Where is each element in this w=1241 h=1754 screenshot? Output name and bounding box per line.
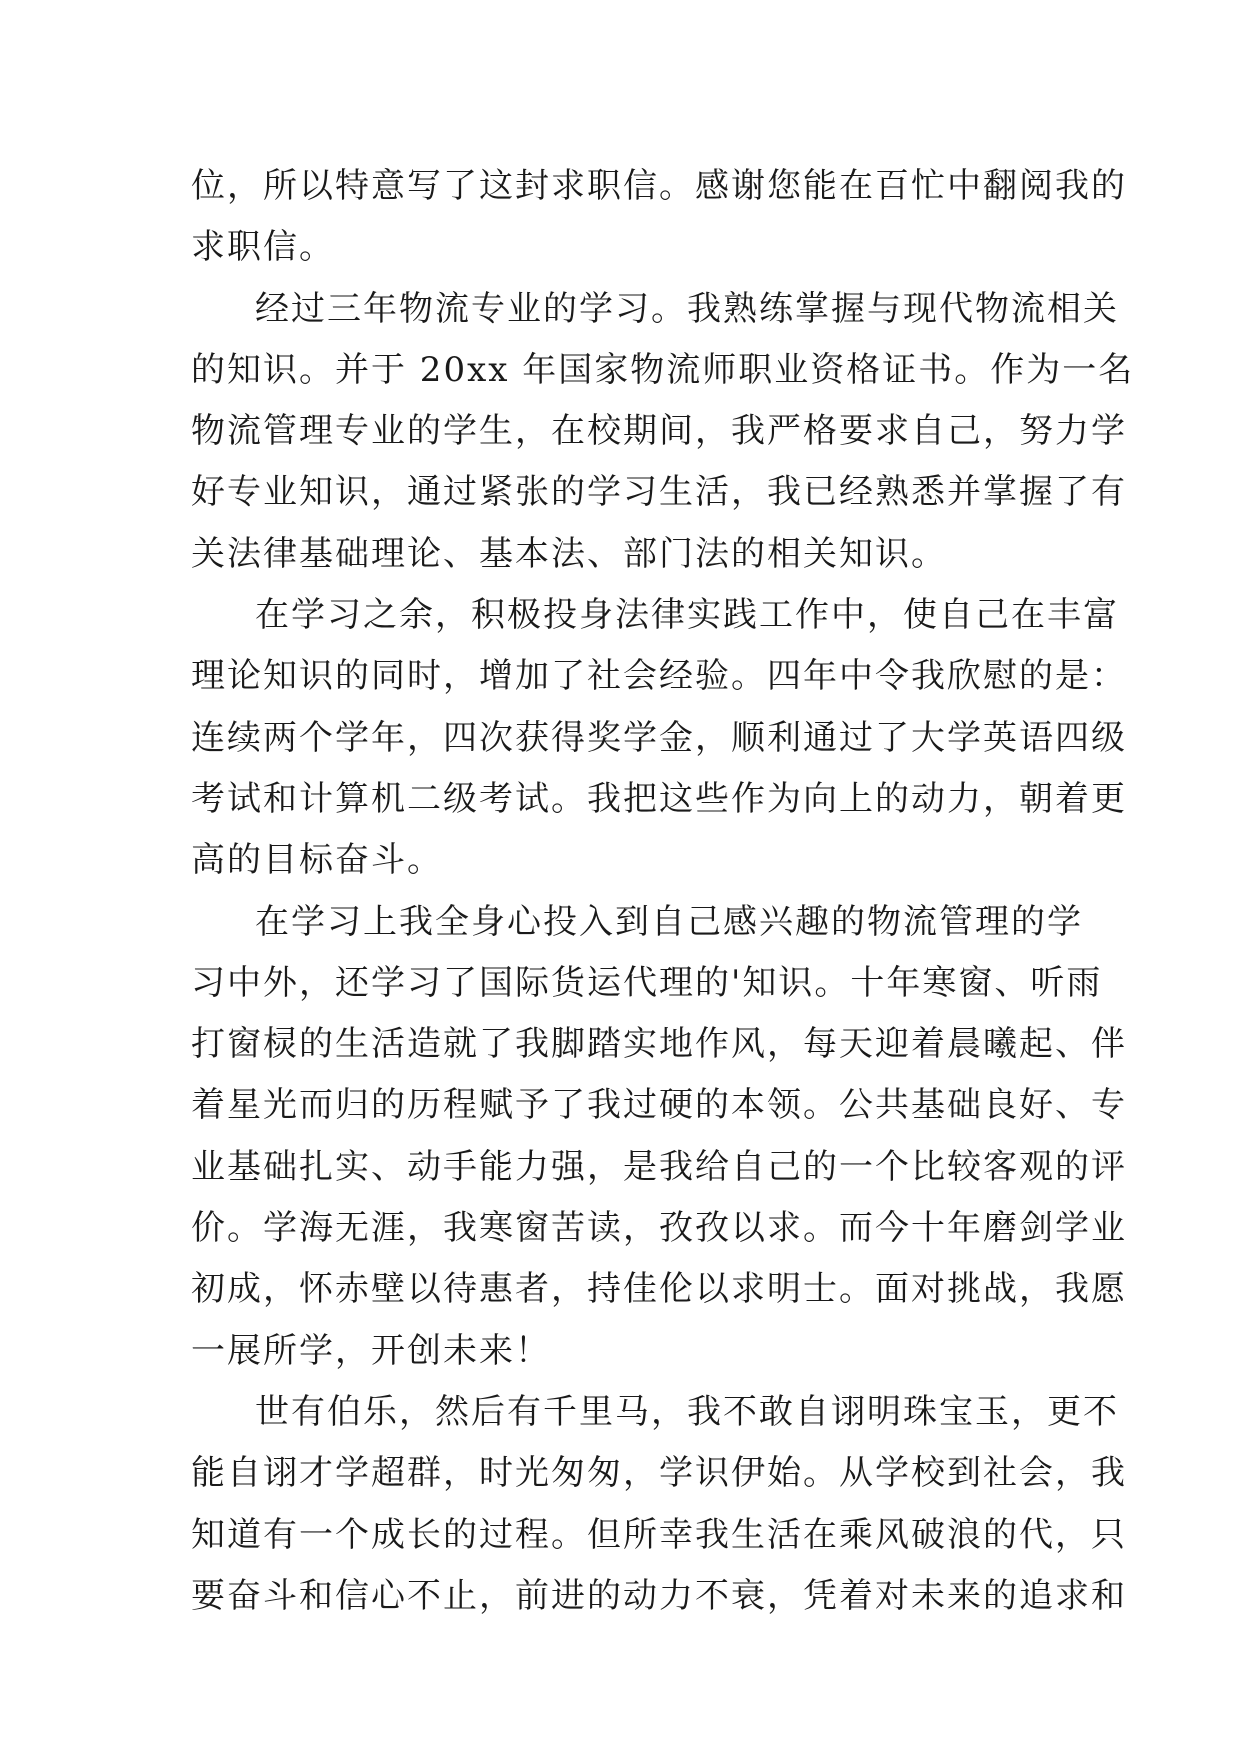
text-line: 一展所学，开创未来！	[191, 1330, 551, 1371]
text-line: 物流管理专业的学生，在校期间，我严格要求自己，努力学	[191, 411, 1127, 452]
text-line: 世有伯乐，然后有千里马，我不敢自诩明珠宝玉，更不	[255, 1391, 1119, 1432]
text-line: 关法律基础理论、基本法、部门法的相关知识。	[191, 533, 947, 574]
text-line: 能自诩才学超群，时光匆匆，学识伊始。从学校到社会，我	[191, 1453, 1127, 1494]
paragraph-aspiration	[191, 1382, 1127, 1627]
text-line: 高的目标奋斗。	[191, 840, 443, 881]
text-line: 着星光而归的历程赋予了我过硬的本领。公共基础良好、专	[191, 1085, 1127, 1126]
paragraph-continuation	[191, 156, 1127, 279]
text-line: 在学习之余，积极投身法律实践工作中，使自己在丰富	[255, 595, 1119, 636]
paragraph-study-background	[191, 279, 1135, 585]
text-line: 业基础扎实、动手能力强，是我给自己的一个比较客观的评	[191, 1146, 1127, 1187]
text-line: 位，所以特意写了这封求职信。感谢您能在百忙中翻阅我的	[191, 166, 1127, 206]
paragraph-self-evaluation	[191, 892, 1127, 1382]
text-line: 求职信。	[191, 227, 335, 268]
text-line: 连续两个学年，四次获得奖学金，顺利通过了大学英语四级	[191, 717, 1127, 758]
document-body	[191, 156, 1135, 1627]
text-line: 习中外，还学习了国际货运代理的'知识。十年寒窗、听雨	[191, 962, 1103, 1003]
text-line: 在学习上我全身心投入到自己感兴趣的物流管理的学	[255, 901, 1083, 942]
text-line: 初成，怀赤壁以待惠者，持佳伦以求明士。面对挑战，我愿	[191, 1269, 1127, 1310]
text-line: 好专业知识，通过紧张的学习生活，我已经熟悉并掌握了有	[191, 472, 1127, 513]
text-line: 考试和计算机二级考试。我把这些作为向上的动力，朝着更	[191, 778, 1127, 819]
text-line: 理论知识的同时，增加了社会经验。四年中令我欣慰的是：	[191, 656, 1127, 697]
text-line: 打窗棂的生活造就了我脚踏实地作风，每天迎着晨曦起、伴	[191, 1024, 1127, 1065]
text-line: 价。学海无涯，我寒窗苦读，孜孜以求。而今十年磨剑学业	[191, 1208, 1127, 1249]
text-line: 要奋斗和信心不止，前进的动力不衰，凭着对未来的追求和	[191, 1575, 1127, 1616]
text-line: 的知识。并于 20xx 年国家物流师职业资格证书。作为一名	[191, 349, 1135, 390]
paragraph-practice-experience	[191, 585, 1127, 891]
text-line: 知道有一个成长的过程。但所幸我生活在乘风破浪的代，只	[191, 1514, 1127, 1555]
text-line: 经过三年物流专业的学习。我熟练掌握与现代物流相关	[255, 288, 1119, 329]
